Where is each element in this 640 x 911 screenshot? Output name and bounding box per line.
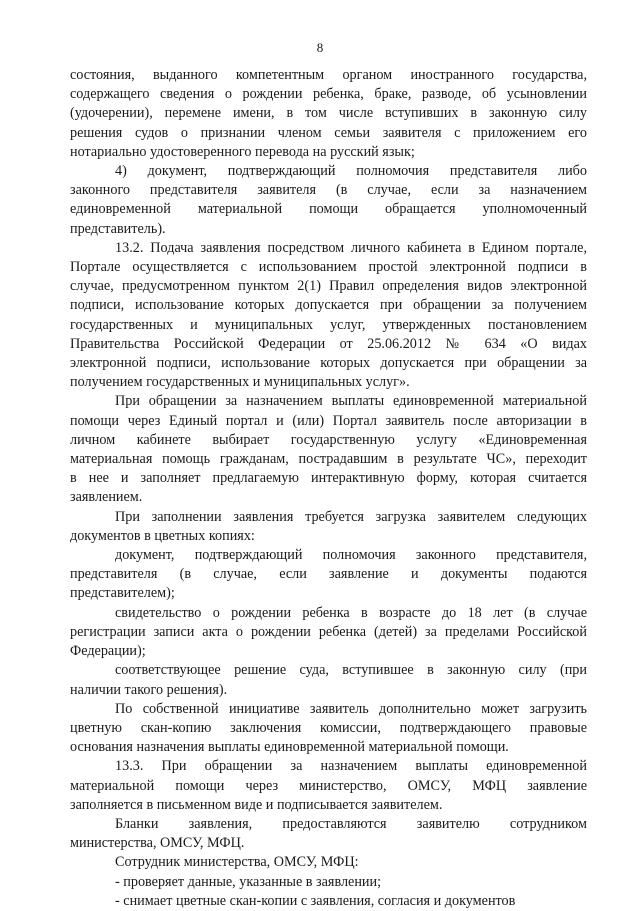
- text-line: Бланки заявления, предоставляются заявителю сотрудником: [115, 815, 587, 832]
- text-line: Федерации);: [70, 643, 146, 660]
- text-line: материальной помощи через министерство, ОМСУ, МФЦ заявление: [70, 777, 587, 794]
- paragraph: [70, 815, 587, 853]
- text-line: единовременной материальной помощи обращается уполномоченный: [70, 201, 587, 218]
- text-line: Портале осуществляется с использованием простой электронной подписи в: [70, 259, 587, 276]
- text-line: состояния, выданного компетентным органом иностранного государства,: [70, 67, 587, 83]
- text-line: материальная помощь гражданам, пострадавшим в результате ЧС», переходит: [70, 451, 587, 468]
- text-line: Сотрудник министерства, ОМСУ, МФЦ:: [115, 854, 359, 871]
- text-line: заполняется в письменном виде и подписывается заявителем.: [70, 796, 443, 813]
- text-line: документов в цветных копиях:: [70, 527, 255, 544]
- text-line: случае, предусмотренном пунктом 2(1) Правил определения видов электронной: [70, 278, 587, 295]
- text-line: государственных и муниципальных услуг, утвержденных постановлением: [70, 316, 587, 333]
- text-line: По собственной инициативе заявитель дополнительно может загрузить: [115, 700, 587, 717]
- paragraph: [70, 873, 587, 892]
- paragraph: [70, 162, 587, 239]
- text-line: помощи через Единый портал и (или) Портал заявитель после авторизации в: [70, 412, 587, 429]
- page-number: 8: [316, 40, 324, 55]
- text-line: нотариально удостоверенного перевода на русский язык;: [70, 143, 415, 160]
- text-line: соответствующее решение суда, вступившее в законную силу (при: [115, 662, 587, 679]
- text-line: министерства, ОМСУ, МФЦ.: [70, 835, 245, 852]
- text-line: получением государственных и муниципальных услуг».: [70, 374, 410, 391]
- paragraph: [70, 392, 587, 507]
- text-line: представитель).: [70, 220, 166, 237]
- text-line: наличии такого решения).: [70, 681, 228, 698]
- text-line: электронной подписи, использование которых допускается при обращении за: [70, 355, 587, 372]
- paragraph: [70, 757, 587, 815]
- paragraph: [70, 239, 587, 393]
- text-line: законного представителя заявителя (в случае, если за назначением: [70, 182, 587, 199]
- text-line: 13.2. Подача заявления посредством личного кабинета в Едином портале,: [115, 239, 587, 256]
- paragraph: [70, 66, 587, 162]
- text-line: - снимает цветные скан-копии с заявления, согласия и документов: [115, 892, 516, 909]
- text-line: - проверяет данные, указанные в заявлении;: [115, 873, 382, 890]
- paragraph: [70, 661, 587, 699]
- text-line: заявлением.: [70, 489, 143, 506]
- text-line: Правительства Российской Федерации от 25.06.2012 № 634 «О видах: [70, 335, 587, 352]
- text-line: документ, подтверждающий полномочия законного представителя,: [115, 547, 587, 564]
- text-line: представителем);: [70, 585, 175, 602]
- text-line: в нее и заполняет предлагаемую интерактивную форму, которая считается: [70, 470, 587, 487]
- paragraph: [70, 853, 587, 872]
- text-line: При заполнении заявления требуется загрузка заявителем следующих: [115, 508, 587, 525]
- paragraph: [70, 546, 587, 604]
- document-body: [70, 66, 587, 911]
- text-line: основания назначения выплаты единовременной материальной помощи.: [70, 739, 509, 756]
- text-line: свидетельство о рождении ребенка в возрасте до 18 лет (в случае: [115, 604, 587, 621]
- text-line: представителя (в случае, если заявление и документы подаются: [70, 566, 587, 583]
- text-line: 4) документ, подтверждающий полномочия представителя либо: [115, 163, 587, 180]
- text-line: личном кабинете выбирает государственную услугу «Единовременная: [70, 431, 587, 448]
- text-line: содержащего сведения о рождении ребенка, браке, разводе, об усыновлении: [70, 86, 587, 103]
- paragraph: [70, 700, 587, 758]
- text-line: (удочерении), перемене имени, в том числе вступивших в законную силу: [70, 105, 587, 122]
- text-line: подписи, использование которых допускается при обращении за получением: [70, 297, 587, 314]
- paragraph: [70, 604, 587, 662]
- text-line: При обращении за назначением выплаты единовременной материальной: [115, 393, 587, 410]
- paragraph: [70, 508, 587, 546]
- paragraph: [70, 892, 587, 911]
- text-line: цветную скан-копию заключения комиссии, подтверждающего правовые: [70, 719, 587, 736]
- text-line: решения судов о признании членом семьи заявителя с приложением его: [70, 124, 587, 141]
- text-line: регистрации записи акта о рождении ребенка (детей) за пределами Российской: [70, 623, 587, 640]
- text-line: 13.3. При обращении за назначением выплаты единовременной: [115, 758, 587, 775]
